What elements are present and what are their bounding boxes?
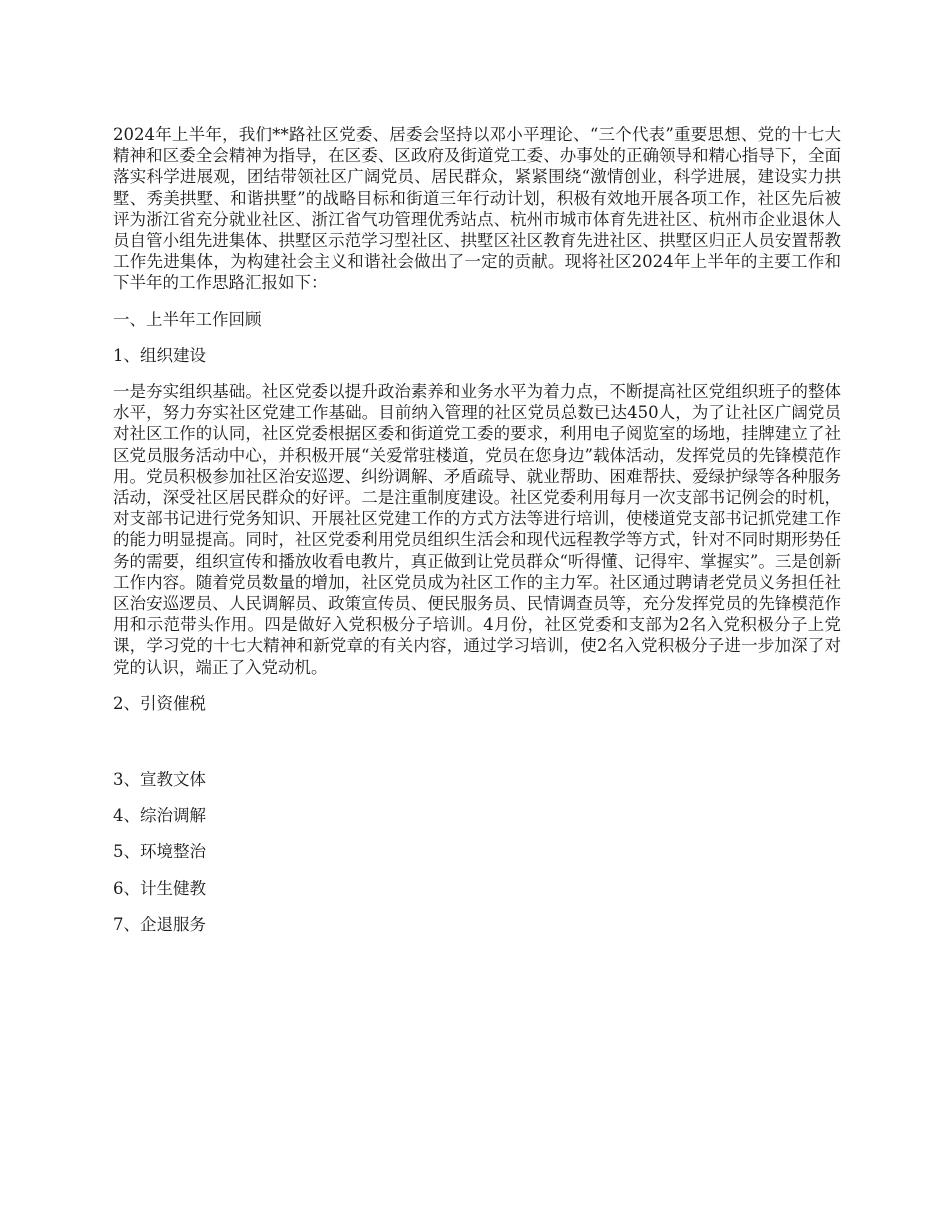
subsection-title-organization: 1、组织建设 xyxy=(113,345,206,365)
subsection-title-investment: 2、引资催税 xyxy=(113,693,206,713)
subsection-title-environment: 5、环境整治 xyxy=(113,842,206,862)
intro-paragraph: 2024年上半年，我们**路社区党委、居委会坚持以邓小平理论、“三个代表”重要思想、党的十七大精神和区委全会精神为指导，在区委、区政府及街道党工委、办事处的正确领导和精心指导下，全面落实科学进展观，团结带领社区广阔党员、居民群众，紧紧围绕“激情创业，科学进展，建设实力拱墅、秀美拱墅、和谐拱墅”的战略目标和街道三年行动计划，积极有效地开展各项工作，社区先后被评为浙江省充分就业社区、浙江省气功管理优秀站点、杭州市城市体育先进社区、杭州市企业退休人员自管小组先进集体、拱墅区示范学习型社区、拱墅区社区教育先进社区、拱墅区归正人员安置帮教工作先进集体，为构建社会主义和谐社会做出了一定的贡献。现将社区2024年上半年的主要工作和下半年的工作思路汇报如下： xyxy=(113,125,841,293)
subsection-title-retiree: 7、企退服务 xyxy=(113,914,206,934)
document-page xyxy=(113,124,841,950)
subsection-title-health: 6、计生健教 xyxy=(113,878,206,898)
organization-paragraph: 一是夯实组织基础。社区党委以提升政治素养和业务水平为着力点，不断提高社区党组织班子的整体水平，努力夯实社区党建工作基础。目前纳入管理的社区党员总数已达450人，为了让社区广阔党员对社区工作的认同，社区党委根据区委和街道党工委的要求，利用电子阅览室的场地，挂牌建立了社区党员服务活动中心，并积极开展“关爱常驻楼道，党员在您身边”载体活动，发挥党员的先锋模范作用。党员积极参加社区治安巡逻、纠纷调解、矛盾疏导、就业帮助、困难帮扶、爱绿护绿等各种服务活动，深受社区居民群众的好评。二是注重制度建设。社区党委利用每月一次支部书记例会的时机，对支部书记进行党务知识、开展社区党建工作的方式方法等进行培训，使楼道党支部书记抓党建工作的能力明显提高。同时，社区党委利用党员组织生活会和现代远程教学等方式，针对不同时期形势任务的需要，组织宣传和播放收看电教片，真正做到让党员群众“听得懂、记得牢、掌握实”。三是创新工作内容。随着党员数量的增加，社区党员成为社区工作的主力军。社区通过聘请老党员义务担任社区治安巡逻员、人民调解员、政策宣传员、便民服务员、民情调查员等，充分发挥党员的先锋模范作用和示范带头作用。四是做好入党积极分子培训。4月份，社区党委和支部为2名入党积极分子上党课，学习党的十七大精神和新党章的有关内容，通过学习培训，使2名入党积极分子进一步加深了对党的认识，端正了入党动机。 xyxy=(113,382,841,677)
blank-space xyxy=(113,729,841,769)
subsection-title-culture: 3、宣教文体 xyxy=(113,770,206,790)
subsection-title-mediation: 4、综治调解 xyxy=(113,806,206,826)
section-title-review: 一、上半年工作回顾 xyxy=(113,309,262,329)
